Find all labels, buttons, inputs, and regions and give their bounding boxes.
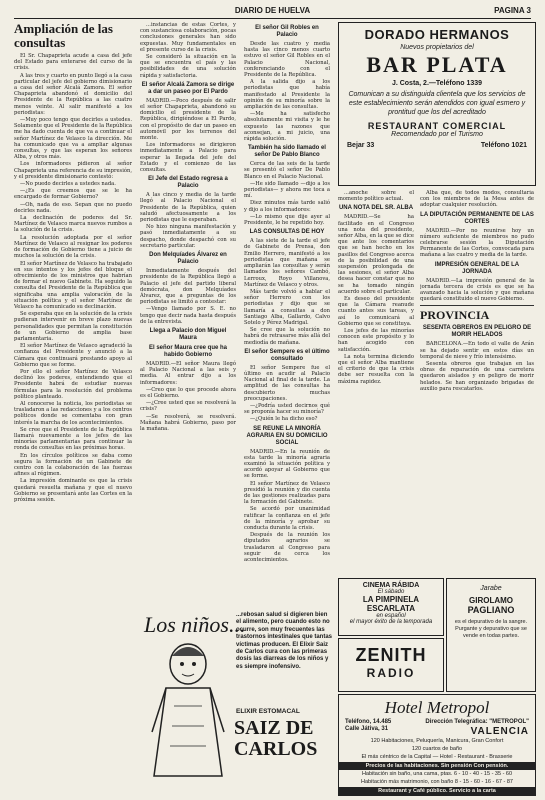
ad-hotel-best: El más céntrico de la Capital — Hotel - Restaurant - Brasserie	[361, 754, 513, 760]
paragraphs	[140, 192, 236, 249]
paragraph: Se esperaba que en la solución de la crisis pudieran intervenir en breve plazo nuevas personalidades que permitan la constitución de un Gobierno de amplia base parlamentaria.	[14, 311, 132, 342]
headline-maura-gobierno: El señor Maura cree que ha habido Gobierno	[148, 344, 228, 358]
page-number: PAGINA 3	[494, 6, 531, 15]
paragraphs	[140, 98, 236, 173]
headline-alcala-zamora: El señor Alcalá Zamora se dirige a dar un paseo por El Pardo	[141, 81, 235, 95]
paragraph: A la salida dijo a los periodistas que había manifestado al Presidente la opinión de su minoría sobre la ampliación de las consultas.	[244, 79, 330, 111]
ad-saiz-de-carlos	[140, 606, 336, 794]
paragraph: El señor Sempere fue el último en acudir al Palacio Nacional al final de la tarde. La amplitud de las consultas ha descubierto muchas preocupaciones.	[244, 364, 330, 402]
column-3	[244, 22, 330, 622]
paragraph: —No puedo decirles a ustedes nada.	[20, 181, 116, 188]
paragraph: Los informadores pidieron al señor Chapaprieta una referencia de su impresión, y el presidente dimisionario contestó:	[14, 161, 132, 180]
paragraph: MADRID.—Por no reunirse hoy un número suficiente de miembros no pudo celebrarse sesión la Diputación Permanente de las Cortes, convocada para mañana a las cuatro y media de la tarde.	[420, 227, 534, 259]
ad-hotel-telegraphic: Dirección Telegráfica: "METROPOL"	[425, 719, 529, 725]
paragraph: —Creo que lo que procede ahora es el Gobierno.	[140, 386, 236, 399]
child-illustration-icon	[144, 636, 232, 786]
ad-zenith-sub: RADIO	[366, 666, 416, 680]
column-4	[338, 190, 414, 572]
ad-tagline: Nuevos propietarios del	[400, 44, 474, 51]
ad-jarabe-l2: GIROLAMO	[469, 596, 513, 605]
paragraph: —Oh, nada de eso. Sepan que no puedo decirles nada.	[14, 201, 132, 214]
ad-cinema-date: El sábado	[377, 589, 405, 595]
paragraph: —¿Podría usted decirnos qué se proponía hacer su minoría?	[244, 402, 330, 416]
paragraph: Alba que, de todos modos, consultaría con los miembros de la Mesa antes de adoptar cualquier resolución.	[420, 190, 534, 209]
paragraph: No hizo ninguna manifestación y pasó inmediatamente a su despacho, donde despachó con su secretario particular.	[140, 224, 236, 249]
paragraph: Desde las cuatro y media hasta las cinco menos cuarto estuvo el señor Gil Robles en el Palacio Nacional, conferenciando con el Presidente de la República.	[244, 41, 330, 79]
ad-zenith-radio	[338, 638, 444, 692]
paragraphs	[244, 238, 330, 345]
ad-cinema-venue: CINEMA RÁBIDA	[362, 582, 420, 589]
headline-gil-robles: El señor Gil Robles en Palacio	[255, 25, 319, 38]
ad-hotel-city: VALENCIA	[470, 726, 529, 737]
ad-contact-row	[347, 142, 527, 149]
ad-hotel-rooms: 120 Habitaciones, Peluquería, Manicura, Gran Confort	[370, 738, 504, 744]
headline-diputacion: LA DIPUTACIÓN PERMANENTE DE LAS CORTES	[420, 211, 534, 225]
paragraph: La resolución adoptada por el señor Martínez de Velasco al resignar los poderes de formación de Gobierno tiene a juicio de muchos la solución de la crisis.	[14, 234, 132, 260]
paragraph: Por ello el señor Martínez de Velasco declinó los poderes, entendiendo que el Presidente habrá de estudiar nuevas fórmulas para la resolución del problema político planteado.	[14, 368, 132, 400]
headline-sempere: El señor Sempere es el último consultado	[244, 348, 330, 362]
paragraphs	[338, 190, 414, 202]
ad-cinema-rabida	[338, 578, 444, 636]
divider	[420, 305, 534, 306]
ad-elixir: ELIXIR ESTOMACAL	[236, 708, 300, 715]
headline-minoria-agraria: SE REUNE LA MINORÍA AGRARIA EN SU DOMICILIO SOCIAL	[246, 425, 328, 446]
paragraphs	[244, 161, 330, 226]
ad-hotel-street: Calle Játiva, 31	[345, 726, 389, 732]
paragraph: —He sido llamado —dijo a los periodistas— y ahora me toca a mí.	[244, 180, 330, 200]
paragraph: Cerca de las seis de la tarde se presentó el señor De Pablo Blanco en el Palacio Nacional.	[244, 161, 330, 180]
headline-nota-alba: UNA NOTA DEL SR. ALBA	[338, 205, 414, 212]
ad-bejar: Bejar 33	[347, 142, 375, 149]
paragraph: Se cree que la solución no habrá de retrasarse más allá del mediodía de mañana.	[244, 327, 330, 346]
paragraph: MADRID.—La impresión general de la jornada tercera de crisis es que se ha avanzado hacia la solución y que mañana quedará constituido el nuevo Gobierno.	[420, 277, 534, 303]
ad-ninos-text: ...rebosan salud si digieren bien el alimento, pero cuando esto no ocurre, son muy frecuentes las trastornos intestinales que tantas víctimas producen. El Elixir Saiz de Carlos cura con las primeras dosis las diarreas de los niños y es siempre inofensivo.	[236, 612, 333, 670]
paragraph: Se acordó por unanimidad ratificar la confianza en el jefe de la minoría y aprobar su conducta durante la crisis.	[244, 506, 330, 531]
main-article-body	[14, 53, 132, 503]
ad-hotel-metropol	[338, 694, 536, 796]
paragraph: Más tarde volvió a hablar el señor Herrero con los periodistas y dijo que se llamaría a consultas a don Santiago Alba, Gallardo, Calvo Sotelo y Pérez Madrigal.	[244, 288, 330, 326]
ad-dorado-hermanos	[338, 22, 536, 186]
headline-melquiades: Don Melquíades Álvarez en Palacio	[149, 252, 227, 266]
paragraph: —Muy poco tengo que decirles a ustedes. Solamente que el Presidente de la República me ha dado cuenta de que va a continuar el señor Martínez de Velasco la dirección. Me ha comunicado que va a ampliar algunas consultas, y que las esperan los señores Alba, y otros más.	[14, 117, 132, 161]
ad-address: J. Costa, 2.—Teléfono 1339	[391, 80, 483, 87]
headline-jefe-estado: El Jefe del Estado regresa a Palacio	[148, 176, 228, 190]
paragraph: A las tres y cuarto en punto llegó a la casa particular del jefe del gobierno dimisionario a casa del señor Alcalá Zamora. El señor Chapaprieta abandonó el domicilio del Presidente de la República a las cuatro menos veinte. Al salir manifestó a los periodistas:	[14, 72, 132, 116]
main-headline: Ampliación de las consultas	[14, 22, 113, 50]
ad-jarabe-l1: Jarabe	[480, 585, 502, 592]
paragraph: A las siete de la tarde el jefe de Gabinete de Prensa, don Emilio Herrero, manifestó a los periodistas que mañana se ampliarán las consultas y serán llamados los señores Cambó, Lerroux, Royo Villanova, Martínez de Velasco y otros.	[244, 238, 330, 288]
paragraph: Al conocerse la noticia, los periodistas se trasladaron a las redacciones y a los centros políticos donde se comentaba con gran interés la marcha de los acontecimientos.	[14, 400, 132, 426]
paragraph: Inmediatamente después del presidente de la República llegó a Palacio el jefe del partido liberal demócrata, don Melquíades Álvarez, que a preguntas de los periodistas se limitó a contestar:	[140, 268, 236, 306]
ad-hotel-name: Hotel Metropol	[384, 698, 490, 717]
paragraph: MADRID.—El señor Maura llegó al Palacio Nacional a las seis y media. Al entrar dijo a los informadores:	[140, 360, 236, 386]
ad-phone: Teléfono 1021	[480, 142, 527, 149]
ad-hotel-row-2	[345, 726, 529, 737]
paragraph: Se consideró la situación en la que se encuentra el país y las posibilidades de una solución rápida y satisfactoria.	[140, 54, 236, 79]
paragraphs	[244, 449, 330, 564]
ad-notice: Comunican a su distinguida clientela que los servicios de este establecimiento serán atendidos con igual esmero y prontitud que los del acreditado	[348, 91, 526, 116]
ad-hotel-row-1	[345, 719, 529, 725]
headline-de-pablo-blanco: También ha sido llamado el señor De Pablo Blanco	[248, 145, 326, 159]
paragraph: —Se resolverá, se resolverá. Mañana habrá Gobierno, paso por la mañana.	[140, 413, 236, 432]
paragraphs	[420, 190, 534, 209]
ad-zenith-brand: ZENITH	[355, 645, 427, 665]
paragraph: Después de la reunión los diputados agrarios se trasladaron al Congreso para seguir de cerca los acontecimientos.	[244, 532, 330, 564]
ad-cinema-lang: en español	[376, 613, 406, 619]
paragraph: Se cree que el Presidente de la República llamará nuevamente a los jefes de las minorías parlamentarias para continuar la ronda de consultas en las próximas horas.	[14, 426, 132, 452]
paragraph: La impresión dominante es que la crisis quedará resuelta mañana y que el nuevo Gobierno se presentará ante las Cortes en la próxima sesión.	[14, 478, 132, 504]
paragraph: ...anoche sobre el momento político actual.	[338, 190, 414, 203]
headline-impresion: IMPRESIÓN GENERAL DE LA JORNADA	[434, 261, 520, 275]
page-header	[14, 4, 531, 19]
ad-bar-name: BAR PLATA	[366, 52, 508, 77]
ad-cinema-film: LA PIMPINELA ESCARLATA	[362, 595, 420, 613]
paragraph: ...instancias de estas Cortes, y con sustanciosa colaboración, pocas conclusiones generales han sido expuestas. Muy fundamentales en el presente curso de la crisis.	[140, 22, 236, 53]
paragraph: En los círculos políticos se daba como segura la formación de un Gabinete de centro con la colaboración de las fuerzas afines al régimen.	[14, 452, 132, 478]
paragraph: Diez minutos más tarde salió y dijo a los informadores:	[244, 200, 330, 213]
paragraph: A las cinco y media de la tarde llegó al Palacio Nacional el Presidente de la República, quien saludó afectuosamente a los periodistas que le esperaban.	[140, 192, 236, 224]
headline-consultas-hoy: LAS CONSULTAS DE HOY	[249, 229, 325, 236]
ad-hotel-prices-1: Precios de las habitaciones. Sin pensión Con pensión.	[339, 762, 535, 770]
paragraph: El señor Martínez de Velasco ha trabajado en sus intentos y los jefes del bloque el ofrecimiento de los ministros que habrían de formar el nuevo Gabinete. Ha seguido la consulta del Presidente de la República que significaba una amplia valoración de la situación política y el señor Martínez de Velasco ha comunicado su declinación.	[14, 260, 132, 310]
paragraph: —¿Cree usted que se resolverá la crisis?	[140, 400, 236, 413]
ad-cinema-note: el mayor éxito de la temporada	[349, 619, 433, 625]
ad-jarabe-l3: PAGLIANO	[467, 605, 515, 615]
ad-saiz-line1: SAIZ DE	[234, 717, 314, 739]
paragraphs	[140, 361, 236, 432]
ad-hotel-phone: Teléfono, 14.485	[345, 719, 392, 725]
section-provincia: PROVINCIA	[420, 308, 490, 323]
ad-saiz-line2: CARLOS	[234, 738, 318, 760]
paragraph: BARCELONA.—En todo el valle de Arán se ha dejado sentir en estos días un temporal de nieve y frío intensísimo.	[420, 341, 534, 360]
paragraphs	[140, 268, 236, 325]
paragraph: Es deseo del presidente que la Cámara reanude cuanto antes sus tareas, y así lo comunicará al Gobierno que se constituya.	[338, 296, 414, 327]
paragraph: Los jefes de las minorías conocen este propósito y lo han acogido con satisfacción.	[338, 328, 414, 353]
paragraph: —¿Quién le ha dicho eso?	[250, 416, 318, 423]
paragraph: Sesenta obreros que trabajan en las obras de reparación de una carretera quedaron aislados y en peligro de morir helados. Se han organizado brigadas de auxilio para rescatarlos.	[420, 361, 534, 392]
paragraph: El señor Martínez de Velasco agradeció la confianza del Presidente y anunció a la Cámara que continuará prestando apoyo al Gobierno que se forme.	[14, 343, 132, 368]
paragraphs	[244, 365, 330, 423]
ad-hotel-restaurant: Restaurant y Café público. Servicio a la carta	[339, 787, 535, 795]
paragraph: —¿Es que creemos que se le ha encargado de formar Gobierno?	[14, 188, 132, 201]
paragraph: —Lo mismo que dije ayer al Presidente, le he repetido hoy.	[244, 213, 330, 227]
column-1	[14, 22, 132, 792]
ad-hotel-prices-3: Habitación más matrimonio, con baño 8 - 15 - 60 - 16 - 67 - 87	[361, 779, 513, 785]
headline-obreros: SESENTA OBREROS EN PELIGRO DE MORIR HELADOS	[422, 325, 532, 339]
paragraph: El señor Martínez de Velasco presidió la reunión y dio cuenta de las gestiones realizadas para la formación del Gabinete.	[244, 480, 330, 506]
ad-hotel-baths: 120 cuartos de baño	[411, 746, 463, 752]
column-5	[420, 190, 534, 572]
paragraphs	[420, 228, 534, 259]
paragraphs	[244, 41, 330, 142]
ad-company-name: DORADO HERMANOS	[364, 27, 510, 42]
paragraph: —Me ha satisfecho absolutamente mi visita y le he expuesto las razones que aconsejan, a mi juicio, una rápida solución.	[244, 111, 330, 143]
ad-ninos-title: Los niños...	[144, 612, 246, 637]
paragraphs	[420, 341, 534, 392]
ad-jarabe-pagliano	[446, 578, 536, 692]
column-2	[140, 22, 236, 622]
paragraph: MADRID.—En la reunión de esta tarde la minoría agraria examinó la situación política y acordó apoyar al Gobierno que se forme.	[244, 448, 330, 480]
paragraph: MADRID.—Poco después de salir el señor Chapaprieta, abandonó su domicilio el presidente de la República, dirigiéndose a El Pardo, con el propósito de dar un paseo en automóvil por los terrenos del monte.	[140, 97, 236, 142]
ad-jarabe-l4: es el depurativo de la sangre. Purgante y depurativo que se vende en todas partes.	[454, 619, 528, 639]
paragraph: MADRID.—Se ha facilitado en el Congreso una nota del presidente, señor Alba, en la que se dice que ante los comentarios que se han hecho en los pasillos del Congreso acerca de la posibilidad de una suspensión prolongada de las sesiones, el señor Alba desea hacer constar que no se ha tomado ningún acuerdo sobre el particular.	[338, 214, 414, 295]
ad-recommended: Recomendado por el Turismo	[391, 131, 483, 138]
paragraph: —Vengo llamado por S. E. no tengo que decir nada hasta después de la entrevista.	[140, 306, 236, 325]
ad-hotel-prices-2: Habitación sin baño, una cama, ptas. 6 - 10 - 40 - 15 - 35 - 60	[361, 771, 513, 777]
newspaper-name: DIARIO DE HUELVA	[234, 6, 311, 15]
paragraph: La nota termina diciendo que el señor Alba mantiene el criterio de que la crisis debe ser resuelta con la máxima rapidez.	[338, 353, 414, 385]
paragraphs	[420, 278, 534, 303]
paragraph: La declinación de poderes del Sr. Martínez de Velasco marca nuevos rumbos a la solución de la crisis.	[14, 215, 132, 234]
column-2-intro	[140, 22, 236, 79]
ad-saiz-logo	[234, 718, 317, 760]
ad-restaurant: RESTAURANT COMERCIAL	[367, 121, 507, 131]
headline-maura: Llega a Palacio don Miguel Maura	[149, 327, 227, 341]
paragraph: El Sr. Chapaprieta acude a casa del jefe del Estado para enterarse del curso de la crisis.	[14, 53, 132, 72]
paragraphs	[338, 214, 414, 384]
paragraph: Los informadores se dirigieron inmediatamente a Palacio para esperar la llegada del jefe del Estado y el comienzo de las consultas.	[140, 142, 236, 174]
